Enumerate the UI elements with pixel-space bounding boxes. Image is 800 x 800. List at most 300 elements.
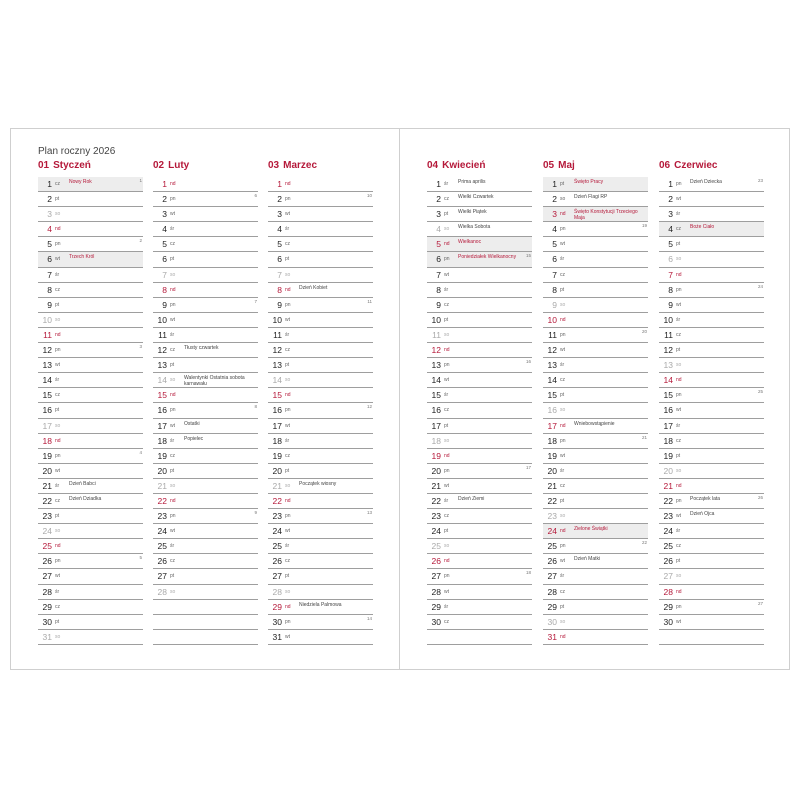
day-row[interactable] [659,494,764,509]
day-row[interactable] [427,283,532,298]
day-number: 8 [162,284,167,295]
weekday-abbr: wt [285,316,290,323]
day-number: 3 [47,209,52,220]
day-row[interactable] [427,479,532,494]
day-number: 28 [663,586,673,597]
day-row[interactable] [543,524,648,539]
day-row[interactable] [153,524,258,539]
day-row[interactable] [659,569,764,584]
weekday-abbr: pt [560,603,565,610]
day-row[interactable] [659,630,764,645]
day-number: 10 [157,314,167,325]
day-row[interactable] [38,600,143,615]
day-row[interactable] [543,479,648,494]
day-number: 25 [42,541,52,552]
day-number: 15 [431,390,441,401]
day-row[interactable] [427,192,532,207]
day-row[interactable] [268,524,373,539]
day-number: 26 [431,556,441,567]
day-row[interactable] [38,207,143,222]
day-row[interactable] [543,268,648,283]
day-row[interactable] [659,388,764,403]
day-row[interactable] [543,464,648,479]
weekday-abbr: so [444,437,450,444]
day-row[interactable] [153,569,258,584]
day-number: 14 [157,375,167,386]
weekday-abbr: so [285,271,291,278]
week-number: 1 [139,178,142,183]
weekday-abbr: pt [676,558,681,565]
day-number: 23 [663,511,673,522]
month-header [153,160,258,173]
day-row[interactable] [38,630,143,645]
day-row[interactable] [268,464,373,479]
month-header [268,160,373,173]
day-number: 9 [668,299,673,310]
day-row[interactable] [153,554,258,569]
day-row[interactable] [268,268,373,283]
day-row[interactable] [268,283,373,298]
day-row[interactable] [268,358,373,373]
day-row[interactable] [153,373,258,388]
day-row[interactable] [268,177,373,192]
weekday-abbr: nd [285,392,291,399]
day-number: 11 [432,329,441,340]
day-row[interactable] [427,600,532,615]
day-number: 27 [431,571,441,582]
day-row[interactable] [427,509,532,524]
day-row[interactable] [543,615,648,630]
day-row[interactable] [38,554,143,569]
day-number: 9 [436,299,441,310]
day-row[interactable] [38,585,143,600]
day-row[interactable] [659,585,764,600]
day-number: 7 [668,269,673,280]
day-row[interactable] [153,494,258,509]
weekday-abbr: so [676,256,682,263]
day-number: 20 [547,465,557,476]
weekday-abbr: pt [560,286,565,293]
day-row[interactable] [543,388,648,403]
day-row[interactable] [543,494,648,509]
day-row[interactable] [427,554,532,569]
day-row[interactable] [543,207,648,222]
weekday-abbr: nd [560,316,566,323]
day-row[interactable] [427,373,532,388]
day-row[interactable] [153,313,258,328]
day-row[interactable] [38,192,143,207]
day-row[interactable] [659,237,764,252]
day-row[interactable] [268,328,373,343]
weekday-abbr: pt [676,241,681,248]
weekday-abbr: śr [560,573,565,580]
day-row[interactable] [38,569,143,584]
day-row[interactable] [268,252,373,267]
weekday-abbr: pn [676,603,682,610]
day-row[interactable] [38,615,143,630]
day-row[interactable] [153,600,258,615]
day-number: 12 [431,345,441,356]
month-name: Maj [558,160,575,171]
weekday-abbr: pn [285,196,291,203]
day-row[interactable] [153,434,258,449]
day-row[interactable] [38,524,143,539]
day-number: 23 [272,511,282,522]
day-number: 21 [42,480,52,491]
day-row[interactable] [543,630,648,645]
day-row[interactable] [268,237,373,252]
day-row[interactable] [38,509,143,524]
day-row[interactable] [659,328,764,343]
day-row[interactable] [268,615,373,630]
weekday-abbr: śr [560,467,565,474]
day-row[interactable] [153,585,258,600]
day-row[interactable] [427,358,532,373]
day-row[interactable] [543,509,648,524]
weekday-abbr: cz [170,452,175,459]
day-row[interactable] [268,343,373,358]
weekday-abbr: cz [560,482,565,489]
day-row[interactable] [659,464,764,479]
weekday-abbr: so [55,422,61,429]
day-event: Dzień Kobiet [299,284,328,291]
day-row[interactable] [268,539,373,554]
weekday-abbr: wt [285,633,290,640]
weekday-abbr: so [285,588,291,595]
day-number: 3 [552,209,557,220]
day-row[interactable] [427,313,532,328]
weekday-abbr: wt [560,452,565,459]
day-row[interactable] [38,237,143,252]
day-row[interactable] [543,343,648,358]
weekday-abbr: śr [285,331,290,338]
day-row[interactable] [38,313,143,328]
day-row[interactable] [268,373,373,388]
day-row[interactable] [38,177,143,192]
weekday-abbr: pt [285,362,290,369]
day-row[interactable] [427,252,532,267]
day-row[interactable] [153,615,258,630]
day-row[interactable] [659,358,764,373]
day-row[interactable] [268,207,373,222]
day-row[interactable] [659,343,764,358]
weekday-abbr: nd [285,603,291,610]
day-row[interactable] [543,358,648,373]
day-row[interactable] [38,479,143,494]
day-row[interactable] [268,434,373,449]
day-row[interactable] [268,554,373,569]
day-row[interactable] [38,222,143,237]
day-row[interactable] [659,252,764,267]
month-number: 02 [153,160,165,171]
day-row[interactable] [543,252,648,267]
day-row[interactable] [427,388,532,403]
day-number: 9 [552,299,557,310]
day-number: 18 [272,435,282,446]
day-row[interactable] [659,449,764,464]
week-number: 3 [139,344,142,350]
day-row[interactable] [659,479,764,494]
day-row[interactable] [543,283,648,298]
day-number: 17 [272,420,282,431]
day-row[interactable] [543,449,648,464]
day-row[interactable] [268,494,373,509]
day-row[interactable] [153,509,258,524]
day-row[interactable] [659,615,764,630]
weekday-abbr: śr [676,211,681,218]
month-number: 01 [38,160,50,171]
day-row[interactable] [427,615,532,630]
day-row[interactable] [659,192,764,207]
day-row[interactable] [153,539,258,554]
day-row[interactable] [427,403,532,418]
weekday-abbr: nd [676,482,682,489]
day-row[interactable] [153,343,258,358]
day-row[interactable] [543,313,648,328]
day-number: 2 [162,194,167,205]
day-row[interactable] [153,222,258,237]
day-row[interactable] [543,298,648,313]
day-row[interactable] [268,298,373,313]
day-row[interactable] [427,298,532,313]
day-number: 20 [272,465,282,476]
day-number: 11 [273,329,282,340]
day-row[interactable] [38,388,143,403]
day-row[interactable] [153,630,258,645]
day-number: 20 [663,465,673,476]
day-number: 4 [436,224,441,235]
day-row[interactable] [38,434,143,449]
day-row[interactable] [427,449,532,464]
day-row[interactable] [659,539,764,554]
day-row[interactable] [268,388,373,403]
day-row[interactable] [38,252,143,267]
day-row[interactable] [153,283,258,298]
day-number: 11 [664,329,673,340]
day-number: 10 [431,314,441,325]
weekday-abbr: so [676,573,682,580]
weekday-abbr: pn [285,407,291,414]
day-row[interactable] [659,313,764,328]
day-row[interactable] [427,524,532,539]
day-row[interactable] [268,313,373,328]
day-number: 16 [547,405,557,416]
day-row[interactable] [153,388,258,403]
day-row[interactable] [268,403,373,418]
day-row[interactable] [268,479,373,494]
day-row[interactable] [659,434,764,449]
day-row[interactable] [659,298,764,313]
weekday-abbr: nd [55,331,61,338]
day-row[interactable] [427,328,532,343]
day-row[interactable] [543,569,648,584]
day-row[interactable] [427,343,532,358]
day-row[interactable] [543,403,648,418]
weekday-abbr: pt [560,392,565,399]
weekday-abbr: nd [285,497,291,504]
day-number: 7 [47,269,52,280]
day-event: Dzień Ziemi [458,495,485,502]
day-row[interactable] [659,509,764,524]
day-row[interactable] [659,373,764,388]
weekday-abbr: nd [560,528,566,535]
day-row[interactable] [427,268,532,283]
day-row[interactable] [543,373,648,388]
day-row[interactable] [543,419,648,434]
weekday-abbr: pt [444,422,449,429]
day-row[interactable] [659,554,764,569]
day-number: 27 [547,571,557,582]
day-row[interactable] [659,177,764,192]
day-number: 13 [272,360,282,371]
day-row[interactable] [427,237,532,252]
day-row[interactable] [153,237,258,252]
day-row[interactable] [543,539,648,554]
day-row[interactable] [427,464,532,479]
weekday-abbr: so [676,362,682,369]
weekday-abbr: wt [55,256,60,263]
day-row[interactable] [427,494,532,509]
day-row[interactable] [659,403,764,418]
day-row[interactable] [268,630,373,645]
day-row[interactable] [38,403,143,418]
day-number: 15 [663,390,673,401]
weekday-abbr: so [444,331,450,338]
day-row[interactable] [268,419,373,434]
week-number: 9 [254,510,257,516]
day-row[interactable] [268,192,373,207]
day-number: 8 [277,284,282,295]
day-row[interactable] [427,569,532,584]
weekday-abbr: cz [676,543,681,550]
day-row[interactable] [659,268,764,283]
weekday-abbr: cz [444,513,449,520]
day-row[interactable] [659,222,764,237]
weekday-abbr: so [55,316,61,323]
day-row[interactable] [153,192,258,207]
day-row[interactable] [543,585,648,600]
day-row[interactable] [153,479,258,494]
month-name: Kwiecień [442,160,486,171]
day-row[interactable] [659,524,764,539]
day-row[interactable] [153,449,258,464]
day-number: 2 [668,194,673,205]
weekday-abbr: cz [170,347,175,354]
day-row[interactable] [427,539,532,554]
weekday-abbr: so [560,618,566,625]
weekday-abbr: so [444,226,450,233]
day-row[interactable] [543,600,648,615]
day-row[interactable] [543,237,648,252]
day-row[interactable] [38,464,143,479]
day-row[interactable] [659,283,764,298]
week-number: 15 [525,253,531,259]
day-row[interactable] [153,358,258,373]
day-row[interactable] [543,554,648,569]
weekday-abbr: wt [170,211,175,218]
day-row[interactable] [427,419,532,434]
weekday-abbr: pt [55,407,60,414]
day-row[interactable] [659,600,764,615]
day-number: 1 [277,179,282,189]
day-row[interactable] [427,177,532,192]
day-row[interactable] [268,585,373,600]
weekday-abbr: cz [676,331,681,338]
day-event: Dzień Flagi RP [574,194,608,201]
day-row[interactable] [38,494,143,509]
day-row[interactable] [543,328,648,343]
weekday-abbr: wt [285,211,290,218]
day-row[interactable] [38,268,143,283]
weekday-abbr: pt [676,452,681,459]
day-row[interactable] [153,328,258,343]
day-row[interactable] [153,207,258,222]
weekday-abbr: wt [560,241,565,248]
day-row[interactable] [427,222,532,237]
weekday-abbr: pn [170,301,176,308]
day-row[interactable] [153,177,258,192]
week-number: 4 [139,449,142,455]
day-number: 8 [668,284,673,295]
day-row[interactable] [427,434,532,449]
day-row[interactable] [38,358,143,373]
day-row[interactable] [38,283,143,298]
day-row[interactable] [543,434,648,449]
weekday-abbr: so [170,377,176,384]
day-number: 21 [431,480,441,491]
day-row[interactable] [38,449,143,464]
weekday-abbr: so [676,467,682,474]
day-row[interactable] [659,207,764,222]
day-row[interactable] [153,403,258,418]
day-number: 22 [157,495,167,506]
weekday-abbr: so [560,196,566,203]
day-number: 28 [272,586,282,597]
day-row[interactable] [268,449,373,464]
day-row[interactable] [153,268,258,283]
day-row[interactable] [153,298,258,313]
day-row[interactable] [543,177,648,192]
weekday-abbr: pn [444,573,450,580]
weekday-abbr: cz [170,241,175,248]
day-row[interactable] [427,630,532,645]
day-row[interactable] [38,298,143,313]
day-number: 1 [436,179,441,189]
day-row[interactable] [659,419,764,434]
week-number: 10 [366,193,372,199]
day-row[interactable] [543,192,648,207]
day-row[interactable] [38,328,143,343]
day-row[interactable] [543,222,648,237]
day-number: 3 [277,209,282,220]
day-row[interactable] [38,419,143,434]
day-row[interactable] [38,373,143,388]
day-row[interactable] [268,569,373,584]
day-row[interactable] [427,207,532,222]
day-row[interactable] [427,585,532,600]
day-row[interactable] [153,252,258,267]
weekday-abbr: nd [444,347,450,354]
day-row[interactable] [38,539,143,554]
day-row[interactable] [38,343,143,358]
day-row[interactable] [153,464,258,479]
day-number: 4 [668,224,673,235]
day-row[interactable] [268,509,373,524]
day-row[interactable] [153,419,258,434]
day-row[interactable] [268,600,373,615]
day-row[interactable] [268,222,373,237]
day-number: 5 [552,239,557,250]
